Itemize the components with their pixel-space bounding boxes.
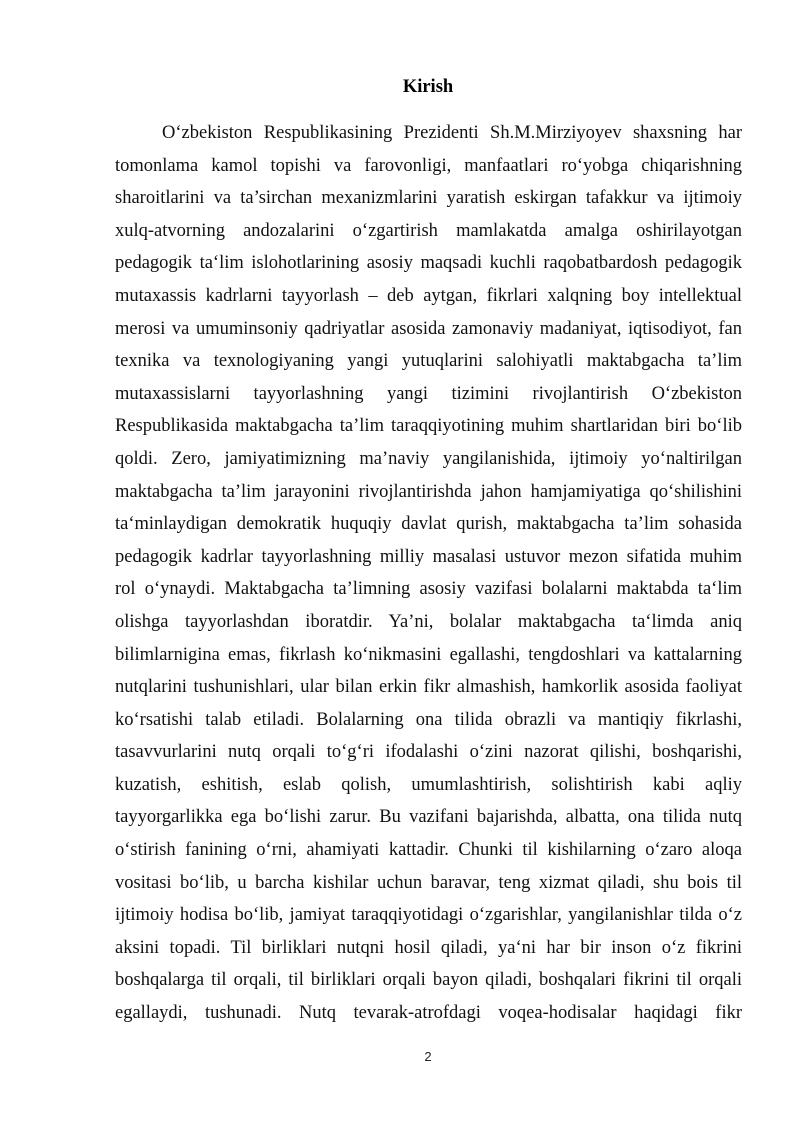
body-paragraph: [115, 117, 742, 1030]
page-number: 2: [424, 1049, 432, 1064]
text-line: nutqlarini tushunishlari, ular bilan erkin fikr almashish, hamkorlik asosida faoliyat: [115, 677, 742, 698]
text-line: vositasi bo‘lib, u barcha kishilar uchun baravar, teng xizmat qiladi, shu bois til: [115, 872, 742, 893]
text-line: texnika va texnologiyaning yangi yutuqlarini salohiyatli maktabgacha ta’lim: [115, 351, 742, 372]
text-line: tasavvurlarini nutq orqali to‘g‘ri ifodalashi o‘zini nazorat qilishi, boshqarishi,: [115, 742, 742, 763]
text-line: aksini topadi. Til birliklari nutqni hosil qiladi, ya‘ni har bir inson o‘z fikrini: [115, 937, 742, 958]
text-line: tayyorgarlikka ega bo‘lishi zarur. Bu vazifani bajarishda, albatta, ona tilida nutq: [115, 807, 742, 828]
text-line: boshqalarga til orqali, til birliklari orqali bayon qiladi, boshqalari fikrini til orqali: [115, 970, 742, 991]
text-line: ijtimoiy hodisa bo‘lib, jamiyat taraqqiyotidagi o‘zgarishlar, yangilanishlar tilda o‘z: [115, 905, 742, 926]
text-line: ta‘minlaydigan demokratik huquqiy davlat qurish, maktabgacha ta’lim sohasida: [115, 514, 742, 535]
text-line: olishga tayyorlashdan iboratdir. Ya’ni, bolalar maktabgacha ta‘limda aniq: [115, 611, 742, 632]
text-line: kuzatish, eshitish, eslab qolish, umumlashtirish, solishtirish kabi aqliy: [115, 774, 742, 795]
text-line: xulq-atvorning andozalarini o‘zgartirish mamlakatda amalga oshirilayotgan: [115, 220, 742, 241]
text-line: o‘stirish fanining o‘rni, ahamiyati kattadir. Chunki til kishilarning o‘zaro aloqa: [115, 840, 742, 861]
text-line: Respublikasida maktabgacha ta’lim taraqqiyotining muhim shartlaridan biri bo‘lib: [115, 416, 742, 437]
text-line: maktabgacha ta’lim jarayonini rivojlantirishda jahon hamjamiyatiga qo‘shilishini: [115, 481, 742, 502]
text-line: O‘zbekiston Respublikasining Prezidenti Sh.M.Mirziyoyev shaxsning har: [162, 123, 742, 143]
text-line: pedagogik kadrlar tayyorlashning milliy masalasi ustuvor mezon sifatida muhim: [115, 546, 742, 567]
text-line: qoldi. Zero, jamiyatimizning ma’naviy yangilanishida, ijtimoiy yo‘naltirilgan: [115, 448, 742, 469]
text-line: mutaxassis kadrlarni tayyorlash – deb aytgan, fikrlari xalqning boy intellektual: [115, 285, 742, 306]
text-line: tomonlama kamol topishi va farovonligi, manfaatlari ro‘yobga chiqarishning: [115, 155, 742, 176]
text-line: sharoitlarini va ta’sirchan mexanizmlarini yaratish eskirgan tafakkur va ijtimoiy: [115, 188, 742, 209]
text-line: rol o‘ynaydi. Maktabgacha ta’limning asosiy vazifasi bolalarni maktabda ta‘lim: [115, 579, 742, 600]
text-line: ko‘rsatishi talab etiladi. Bolalarning ona tilida obrazli va mantiqiy fikrlashi,: [115, 709, 742, 730]
text-line: pedagogik ta‘lim islohotlarining asosiy maqsadi kuchli raqobatbardosh pedagogik: [115, 253, 742, 274]
text-line: bilimlarnigina emas, fikrlash ko‘nikmasini egallashi, tengdoshlari va kattalarning: [115, 644, 742, 665]
page-title: Kirish: [402, 77, 454, 97]
text-line: egallaydi, tushunadi. Nutq tevarak-atrofdagi voqea-hodisalar haqidagi fikr: [115, 1003, 742, 1024]
text-line: mutaxassislarni tayyorlashning yangi tizimini rivojlantirish O‘zbekiston: [115, 383, 742, 404]
text-line: merosi va umuminsoniy qadriyatlar asosida zamonaviy madaniyat, iqtisodiyot, fan: [115, 318, 742, 339]
